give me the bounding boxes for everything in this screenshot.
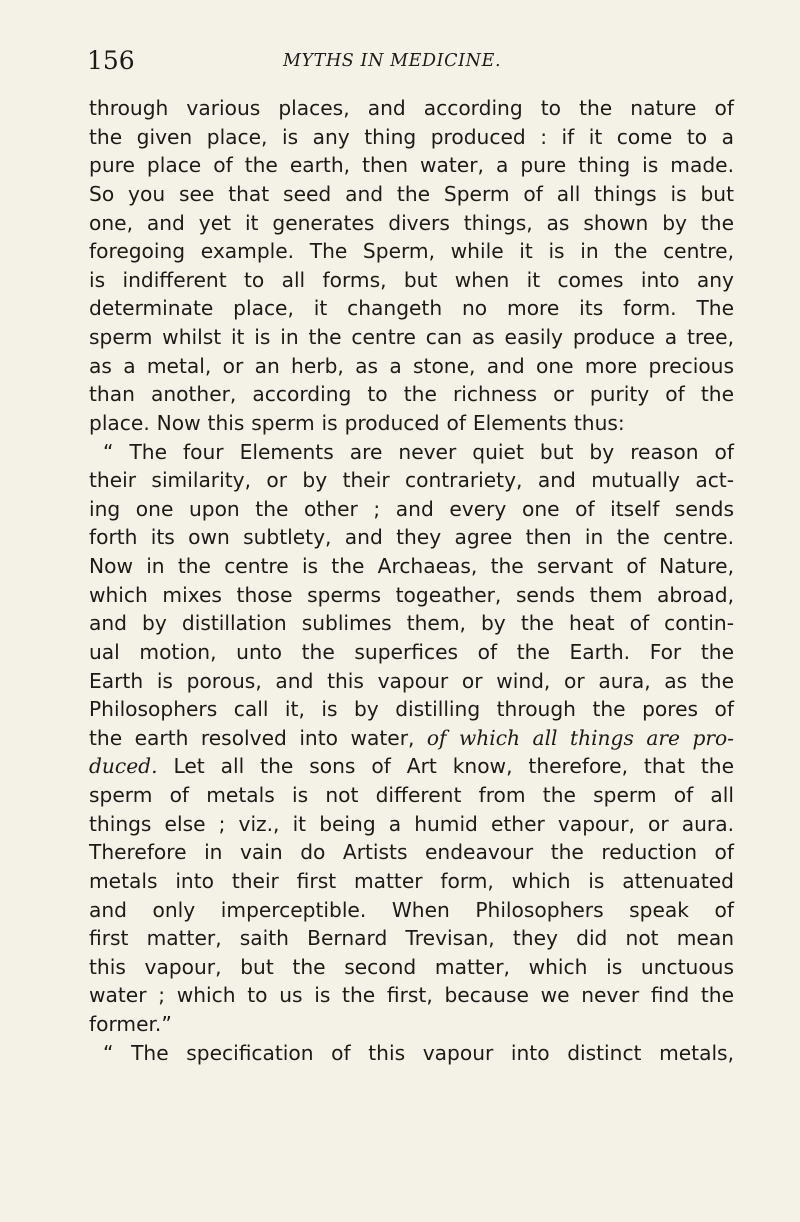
text-line: pure place of the earth, then water, a pure thing is made. [89, 153, 734, 178]
text-line: “ The four Elements are never quiet but by reason of [103, 439, 734, 464]
text-line: ual motion, unto the superfices of the Earth. For the [89, 639, 734, 664]
text-line: water ; which to us is the first, because we never find the [89, 983, 734, 1008]
text-line: determinate place, it changeth no more its form. The [89, 296, 734, 321]
text-line: “ The specification of this vapour into distinct metals, [103, 1040, 734, 1065]
running-head: MYTHS IN MEDICINE. [283, 51, 502, 71]
text-line: Philosophers call it, is by distilling through the pores of [89, 697, 734, 722]
page-header [87, 46, 730, 86]
text-line: Therefore in vain do Artists endeavour the reduction of [89, 840, 734, 865]
text-line: sperm of metals is not different from the sperm of all [89, 783, 734, 807]
text-line: ing one upon the other ; and every one of itself sends [89, 496, 734, 521]
text-line: and by distillation sublimes them, by the heat of contin- [89, 611, 734, 636]
text-line: place. Now this sperm is produced of Elements thus: [89, 410, 625, 435]
text-line: first matter, saith Bernard Trevisan, they did not mean [89, 926, 734, 951]
text-line: things else ; viz., it being a humid ether vapour, or aura. [89, 811, 734, 836]
text-line: than another, according to the richness or purity of the [89, 382, 734, 407]
text-line: is indifferent to all forms, but when it comes into any [89, 267, 734, 292]
text-line-mixed [89, 752, 734, 781]
text-line: their similarity, or by their contrariety, and mutually act- [89, 468, 734, 493]
text-line: former.” [89, 1012, 172, 1036]
text-line: sperm whilst it is in the centre can as easily produce a tree, [89, 325, 734, 349]
text-segment: Let all the sons of Art know, therefore, that the [157, 754, 734, 779]
body-text [89, 94, 734, 1067]
text-line: forth its own subtlety, and they agree then in the centre. [89, 525, 734, 550]
text-line-mixed [89, 724, 734, 753]
text-line: as a metal, or an herb, as a stone, and one more precious [89, 353, 734, 378]
text-line: So you see that seed and the Sperm of all things is but [89, 181, 734, 206]
text-line: foregoing example. The Sperm, while it is in the centre, [89, 239, 734, 264]
text-line: through various places, and according to the nature of [89, 96, 734, 120]
text-line: the given place, is any thing produced : if it come to a [89, 124, 734, 149]
text-line: and only imperceptible. When Philosophers speak of [89, 897, 734, 922]
text-line: which mixes those sperms togeather, sends them abroad, [89, 582, 734, 607]
text-line: one, and yet it generates divers things, as shown by the [89, 210, 734, 235]
text-segment: the earth resolved into water, [89, 725, 427, 750]
italic-text-segment: duced. [89, 754, 158, 779]
page-number: 156 [87, 46, 135, 75]
text-line: this vapour, but the second matter, which is unctuous [89, 954, 734, 979]
text-line: Now in the centre is the Archaeas, the servant of Nature, [89, 554, 734, 578]
text-line: metals into their first matter form, which is attenuated [89, 868, 734, 893]
italic-text-segment: of which all things are pro- [426, 725, 734, 750]
text-line: Earth is porous, and this vapour or wind, or aura, as the [89, 668, 734, 693]
